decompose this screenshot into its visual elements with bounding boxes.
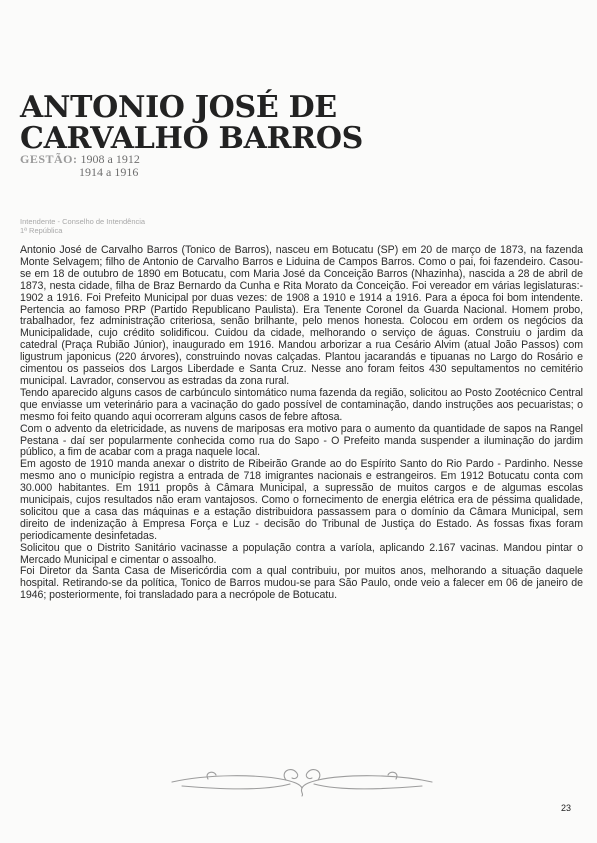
era-label: 1ª República <box>20 226 63 235</box>
biography-text <box>20 245 583 602</box>
page-number: 23 <box>561 803 572 813</box>
page-title <box>20 92 580 154</box>
paragraph: Tendo aparecido alguns casos de carbúnculo sintomático numa fazenda da região, solicitou ao Posto Zootécnico Central que enviasse um veterinário para a vacinação do gado possível de contaminação, dando instruções aos pecuaristas; o mesmo foi feito quando aqui ocorreram alguns casos de febre aftosa. <box>20 386 583 423</box>
paragraph: Foi Diretor da Santa Casa de Misericórdia com a qual contribuiu, por muitos anos, melhorando a situação daquele hospital. Retirando-se da política, Tonico de Barros mudou-se para São Paulo, onde veio a falecer em 06 de janeiro de 1946; posteriormente, foi transladado para a necrópole de Botucatu. <box>20 565 583 602</box>
paragraph: Com o advento da eletricidade, as nuvens de mariposas era motivo para o aumento da quantidade de sapos na Rangel Pestana - daí ser popularmente conhecida como rua do Sapo - O Prefeito manda suspender a iluminação do jardim público, a fim de acabar com a praga naquele local. <box>20 422 583 459</box>
title-line-2: CARVALHO BARROS <box>20 121 364 156</box>
decorative-flourish <box>168 760 436 800</box>
title-line-1: ANTONIO JOSÉ DE <box>20 90 337 125</box>
paragraph: Antonio José de Carvalho Barros (Tonico de Barros), nasceu em Botucatu (SP) em 20 de março de 1873, na fazenda Monte Selvagem; filho de Antonio de Carvalho Barros e Liduina de Campos Barros. Como o pai, foi fazendeiro. Casou-se em 18 de outubro de 1890 em Botucatu, com Maria José da Conceição Barros (Nhazinha), nascida a 28 de abril de 1873, nesta cidade, filha de Braz Bernardo da Cunha e Rita Morato da Conceição. Foi vereador em várias legislaturas:- 1902 a 1916. Foi Prefeito Municipal por duas vezes: de 1908 a 1910 e 1914 a 1916. Para a época foi bom intendente. Pertencia ao famoso PRP (Partido Republicano Paulista). Era Tenente Coronel da Guarda Nacional. Homem probo, trabalhador, fez administração criteriosa, senão brilhante, pelo menos honesta. Colocou em ordem os negócios da Municipalidade, cujo crédito solidificou. Cuidou da cidade, melhorando o serviço de águas. Construiu o jardim da catedral (Praça Rubião Júnior), inaugurado em 1916. Mandou arborizar a rua Cesário Alvim (atual João Passos) com ligustrum japonicus (220 árvores), construindo novas calçadas. Plantou jacarandás e tipuanas no Largo do Rosário e cimentou os passeios dos Largos Liberdade e Santa Cruz. Nesse ano foram feitos 430 sepultamentos no cemitério municipal. Lavrador, conservou as estradas da zona rural. <box>20 244 583 387</box>
position-info <box>20 217 145 235</box>
term-period-1: 1908 a 1912 <box>80 152 140 166</box>
paragraph: Solicitou que o Distrito Sanitário vacinasse a população contra a varíola, aplicando 2.167 vacinas. Mandou pintar o Mercado Municipal e cimentar o assoalho. <box>20 541 583 566</box>
term-label: GESTÃO: <box>20 152 78 166</box>
term-period-2: 1914 a 1916 <box>79 165 139 179</box>
role-label: Intendente - Conselho de Intendência <box>20 217 146 226</box>
paragraph: Em agosto de 1910 manda anexar o distrito de Ribeirão Grande ao do Espírito Santo do Rio Pardo - Pardinho. Nesse mesmo ano o município registra a entrada de 718 imigrantes nacionais e estrangeiros. Em 1912 Botucatu conta com 30.000 habitantes. Em 1911 propôs à Câmara Municipal, a supressão de muitos cargos e de algumas escolas municipais, cujos resultados não eram vantajosos. Como o fornecimento de energia elétrica era de péssima qualidade, solicitou que a casa das máquinas e a estação distribuidora passassem para o domínio da Câmara Municipal, sem direito de indenização à Empresa Força e Luz - decisão do Tribunal de Justiça do Estado. As fossas fixas foram periodicamente desinfetadas. <box>20 458 583 542</box>
term-of-office <box>20 153 140 179</box>
